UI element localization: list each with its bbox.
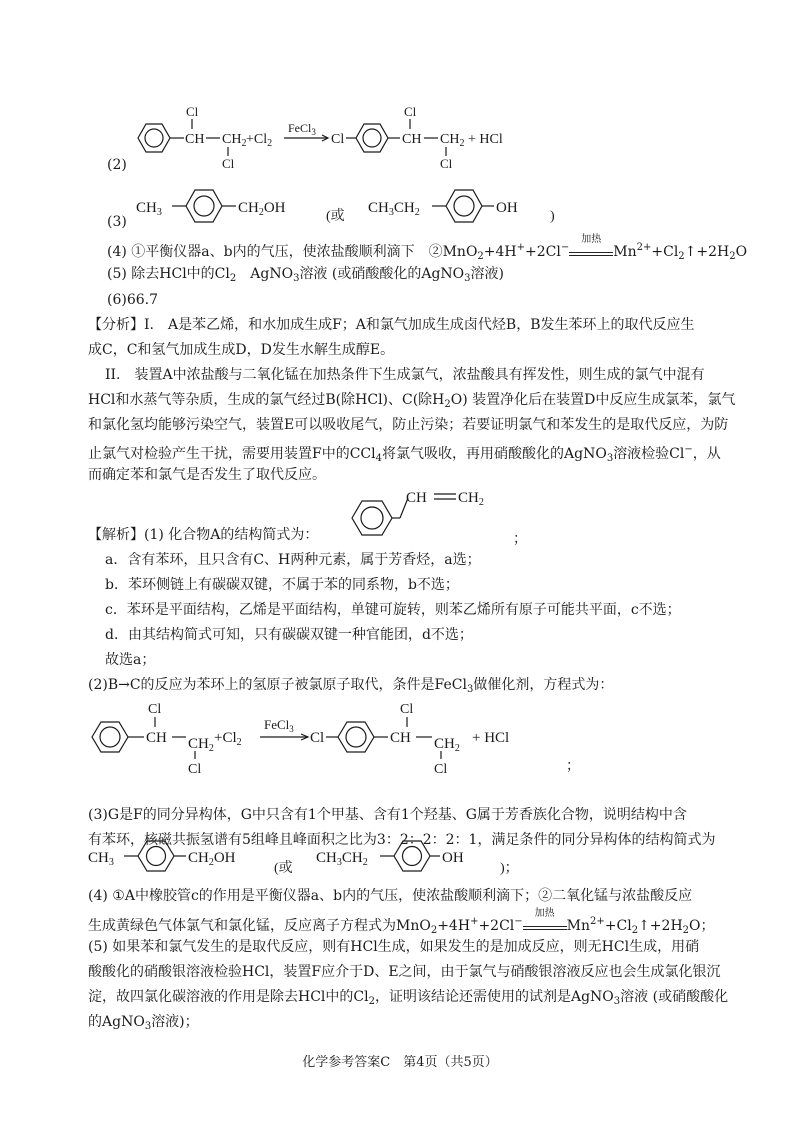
svg-text:CH2: $CH_2$ [440, 132, 465, 149]
svg-text:OH: OH [496, 200, 518, 216]
svg-text:OH: OH [442, 850, 464, 866]
q3-top-structures [136, 180, 576, 234]
styrene-structure [340, 478, 510, 542]
page-footer: 化学参考答案C 第4页（共5页） [302, 1055, 498, 1070]
svg-text:(或: (或 [326, 209, 345, 224]
svg-text:Cl: Cl [148, 702, 162, 717]
analysis-line-4: HCl和水蒸气等杂质，生成的氯气经过B(除HCl)、C(除$H_2O$) 装置净化后在装置D中反应生成氯苯，氯气 [88, 392, 736, 410]
solution-q3-line-1: (3)G是F的同分异构体，G中只含有1个甲基、含有1个羟基、G属于芳香族化合物，说明结构中含 [88, 807, 687, 823]
svg-text:CH2: $CH_2$ [458, 490, 484, 508]
svg-text:CH: CH [406, 490, 427, 506]
benzene-ring-3 [186, 190, 222, 222]
analysis-line-5: 和氯化氢均能够污染空气，装置E可以吸收尾气，防止污染；若要证明氯气和苯发生的是取代反应，为防 [88, 417, 729, 433]
benzene-ring [138, 124, 170, 152]
q3-bottom-structures [88, 836, 528, 886]
plus-cl2: $+Cl_2$ [246, 132, 273, 149]
cl-top: Cl [186, 104, 199, 119]
svg-text:CH: CH [402, 132, 422, 147]
solution-q5-line-3: 淀，故四氯化碳溶液的作用是除去HCl中的$Cl_2$，证明该结论还需使用的试剂是AgNO$_3$溶液 (或硝酸酸化 [88, 989, 729, 1007]
analysis-line-7: 而确定苯和氯气是否发生了取代反应。 [88, 467, 326, 483]
heat-equals-sign: 加热 [569, 244, 613, 256]
benzene-ring-4 [446, 190, 482, 222]
solution-q5-line-1: (5) 如果苯和氯气发生的是取代反应，则有HCl生成，如果发生的是加成反应，则无HCl生成，用硝 [88, 939, 700, 955]
analysis-line-2: 成C，C和氢气加成生成D，D发生水解生成醇E。 [88, 342, 395, 358]
svg-text:Cl: Cl [310, 730, 325, 746]
svg-text:Cl: Cl [434, 762, 448, 777]
svg-text:CH2OH: $CH_2OH$ [238, 200, 286, 218]
option-b: b．苯环侧链上有碳碳双键，不属于苯的同系物，b不选； [105, 577, 459, 593]
benzene-ring-2 [356, 124, 388, 152]
q2-number: (2) [107, 157, 127, 173]
q2-bottom-equation [82, 695, 552, 777]
solution-q4-line-2: 生成黄绿色气体氯气和氯化锰，反应离子方程式为MnO$_2$+4H++2Cl− 加热 $Mn^{2+}+Cl_2↑+2H_2O$； [88, 908, 715, 936]
analysis-line-1: 【分析】I. A是苯乙烯，和水加成生成F；A和氯气加成生成卤代烃B，B发生苯环上的取代反应生 [88, 317, 695, 333]
option-d: d．由其结构简式可知，只有碳碳双键一种官能团，d不选； [105, 627, 473, 643]
svg-text:CH2: $CH_2$ [188, 736, 214, 754]
analysis-line-3: II. 装置A中浓盐酸与二氧化锰在加热条件下生成氯气，浓盐酸具有挥发性，则生成的氯气中混有 [105, 367, 705, 383]
solution-q5-line-4: 的AgNO$_3$溶液)； [88, 1014, 199, 1032]
svg-text:+Cl2: $+Cl_2$ [214, 730, 242, 748]
svg-text:(或: (或 [274, 861, 293, 876]
semicolon-1: ； [513, 531, 527, 547]
semicolon-2: ； [566, 758, 580, 774]
solution-line-1: 【解析】(1) 化合物A的结构简式为： [88, 527, 319, 543]
svg-text:Cl: Cl [188, 762, 202, 777]
svg-text:Cl: Cl [400, 702, 414, 717]
q6-answer: (6)66.7 [107, 292, 159, 308]
option-a: a．含有苯环，且只含有C、H两种元素，属于芳香烃，a选； [105, 552, 481, 568]
svg-text:CH3CH2: $CH_3CH_2$ [368, 200, 420, 218]
option-c: c．苯环是平面结构，乙烯是平面结构，单键可旋转，则苯乙烯所有原子可能共平面，c不选； [105, 602, 681, 618]
choose-line: 故选a； [105, 652, 156, 668]
q4-answer: (4) ①平衡仪器a、b内的气压，使浓盐酸顺利滴下 ②MnO$_2$+4H++2Cl− 加热 $Mn^{2+}+Cl_2↑+2H_2O$ [107, 234, 748, 262]
solution-q5-line-2: 酸酸化的硝酸银溶液检验HCl，装置F应介于D、E之间，由于氯气与硝酸银溶液反应也会生成氯化银沉 [88, 964, 721, 980]
svg-text:CH2: $CH_2$ [434, 736, 460, 754]
svg-text:Cl: Cl [440, 156, 453, 171]
svg-text:CH3CH2: $CH_3CH_2$ [316, 850, 368, 868]
svg-text:Cl: Cl [404, 104, 417, 119]
q5-answer: (5) 除去HCl中的$Cl_2$ AgNO$_3$溶液 (或硝酸酸化的AgNO$_3$溶液) [107, 266, 504, 284]
q3-number: (3) [107, 214, 127, 230]
cl-bottom: Cl [222, 156, 235, 171]
solution-q4-line-1: (4) ①A中橡胶管c的作用是平衡仪器a、b内的气压，使浓盐酸顺利滴下；②二氧化锰与浓盐酸反应 [88, 888, 693, 904]
analysis-line-6: 止氯气对检验产生干扰，需要用装置F中的CCl$_4$将氯气吸收，再用硝酸酸化的AgNO$_3$溶液检验Cl−，从 [88, 444, 721, 464]
ch-label: CH [185, 132, 205, 147]
svg-text:)；: )； [500, 861, 519, 876]
svg-text:CH3: $CH_3$ [88, 850, 114, 868]
svg-text:): ) [550, 209, 555, 224]
plus-hcl: + HCl [468, 132, 503, 147]
catalyst: FeCl$_3$ [288, 121, 316, 137]
svg-text:CH2OH: $CH_2OH$ [188, 850, 236, 868]
solution-q3-line-2: 有苯环，核磁共振氢谱有5组峰且峰面积之比为3：2：2：2：1，满足条件的同分异构体的结构简式为 [88, 832, 716, 848]
q2-top-equation [128, 98, 528, 178]
ch2-label: $CH_2$ [222, 132, 247, 149]
svg-text:CH: CH [146, 730, 167, 746]
svg-text:CH: CH [390, 730, 411, 746]
svg-text:+ HCl: + HCl [472, 730, 510, 746]
cl-prefix: Cl [331, 132, 345, 147]
svg-text:FeCl3: FeCl$_3$ [264, 717, 294, 734]
svg-text:CH3: $CH_3$ [136, 200, 162, 218]
solution-q2: (2)B→C的反应为苯环上的氢原子被氯原子取代，条件是FeCl$_3$做催化剂，方程式为： [88, 677, 614, 695]
